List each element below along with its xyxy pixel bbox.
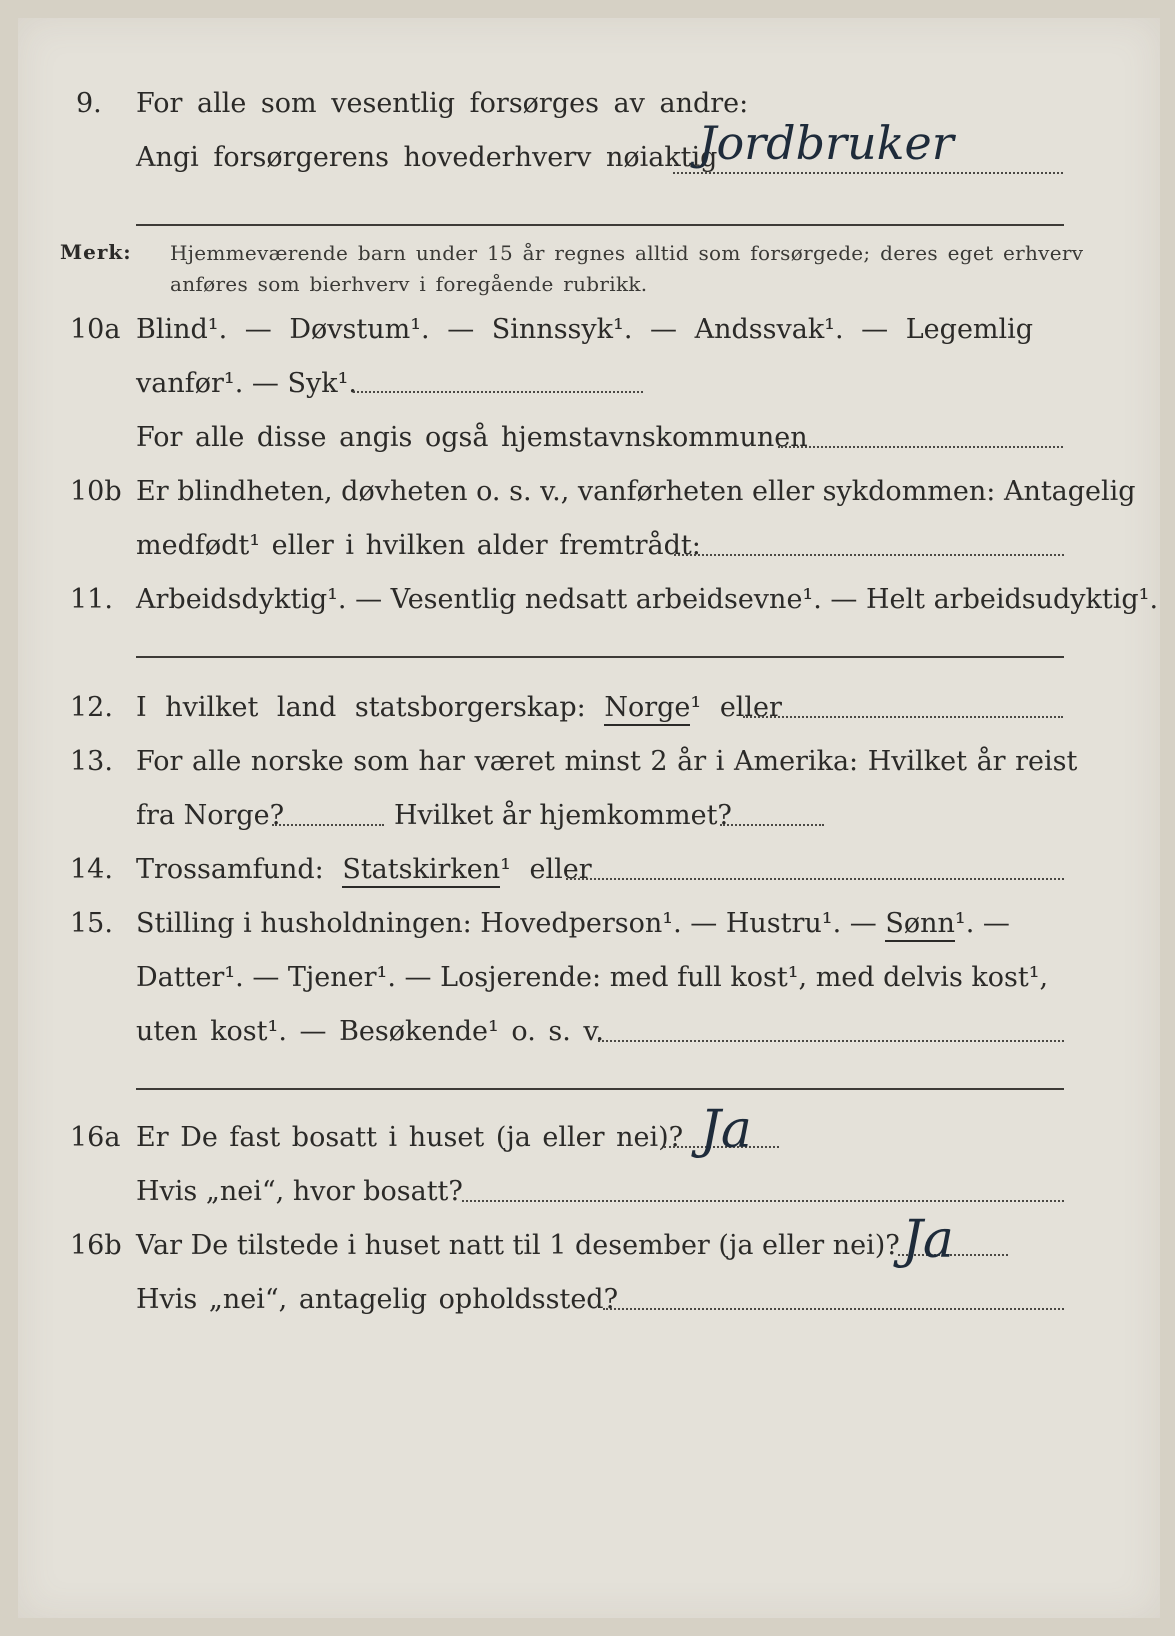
merk-label: Merk:	[60, 240, 132, 264]
q16b-line1: Var De tilstede i huset natt til 1 desember (ja eller nei)?	[136, 1230, 900, 1261]
q10a-line3-field	[778, 446, 1063, 448]
q12-number: 12.	[70, 692, 113, 723]
q13-line2b: Hvilket år hjemkommet?	[394, 800, 732, 831]
q15-line2: Datter¹. — Tjener¹. — Losjerende: med full kost¹, med delvis kost¹,	[136, 962, 1049, 993]
q12-post: ¹ eller	[690, 692, 782, 723]
q10a-line3: For alle disse angis også hjemstavnskommunen	[136, 422, 808, 453]
q13-field-hjemkommet	[720, 824, 824, 826]
q9-answer-line	[673, 172, 1063, 174]
q10a-line2-field	[353, 391, 643, 393]
q14-number: 14.	[70, 854, 113, 885]
q12-question: I hvilket land statsborgerskap:	[136, 692, 586, 723]
q14-question: Trossamfund:	[136, 854, 324, 885]
q16a-line1: Er De fast bosatt i huset (ja eller nei)?	[136, 1122, 684, 1153]
q15-extra-line	[136, 1088, 1064, 1090]
q14-post: ¹ eller	[500, 854, 592, 885]
q10b-number: 10b	[70, 476, 122, 507]
q11-line1: Arbeidsdyktig¹. — Vesentlig nedsatt arbeidsevne¹. — Helt arbeidsudyktig¹.	[136, 584, 1159, 615]
q11-extra-line	[136, 656, 1064, 658]
q16b-handwritten-answer: Ja	[902, 1210, 954, 1270]
q9-line1: For alle som vesentlig forsørges av andre:	[136, 88, 749, 119]
q15-line1-post: ¹. —	[954, 908, 1010, 939]
q13-field-reist	[272, 824, 384, 826]
q10b-line1: Er blindheten, døvheten o. s. v., vanførheten eller sykdommen: Antagelig	[136, 476, 1136, 507]
merk-line2: anføres som bierhverv i foregående rubrikk.	[170, 272, 648, 296]
q10b-line2: medfødt¹ eller i hvilken alder fremtrådt:	[136, 530, 701, 561]
q15-number: 15.	[70, 908, 113, 939]
q14-selected-statskirken: Statskirken	[342, 854, 500, 888]
q10a-line1: Blind¹. — Døvstum¹. — Sinnssyk¹. — Andssvak¹. — Legemlig	[136, 314, 1034, 345]
q10a-number: 10a	[70, 314, 121, 345]
q14-field	[566, 878, 1064, 880]
q15-line3: uten kost¹. — Besøkende¹ o. s. v.	[136, 1016, 605, 1047]
q16b-number: 16b	[70, 1230, 122, 1261]
census-form-page	[18, 18, 1160, 1618]
q12-line	[136, 694, 782, 721]
merk-line1: Hjemmeværende barn under 15 år regnes alltid som forsørgede; deres eget erhverv	[170, 241, 1084, 265]
q9-line2: Angi forsørgerens hovederhverv nøiaktig	[136, 142, 718, 173]
q16a-number: 16a	[70, 1122, 121, 1153]
q15-line1	[136, 910, 1010, 937]
q9-extra-line	[136, 224, 1064, 226]
q10b-line2-field	[674, 554, 1064, 556]
q11-number: 11.	[70, 584, 113, 615]
q12-field	[743, 716, 1063, 718]
q13-line2a: fra Norge?	[136, 800, 285, 831]
q9-number: 9.	[76, 88, 102, 119]
q15-selected-sonn: Sønn	[885, 908, 955, 942]
q15-field	[598, 1040, 1064, 1042]
q16a-line2: Hvis „nei“, hvor bosatt?	[136, 1176, 463, 1207]
q16a-line2-field	[462, 1200, 1064, 1202]
q10a-line2: vanfør¹. — Syk¹.	[136, 368, 357, 399]
q13-line1: For alle norske som har været minst 2 år i Amerika: Hvilket år reist	[136, 746, 1078, 777]
q13-number: 13.	[70, 746, 113, 777]
q12-selected-norge: Norge	[604, 692, 690, 726]
q9-handwritten-answer: Jordbruker	[698, 116, 954, 170]
q16b-line2: Hvis „nei“, antagelig opholdssted?	[136, 1284, 619, 1315]
q16a-handwritten-answer: Ja	[700, 1100, 752, 1160]
q15-line1-text: Stilling i husholdningen: Hovedperson¹. — Hustru¹. —	[136, 908, 877, 939]
q16b-line2-field	[603, 1308, 1064, 1310]
q14-line	[136, 856, 592, 883]
